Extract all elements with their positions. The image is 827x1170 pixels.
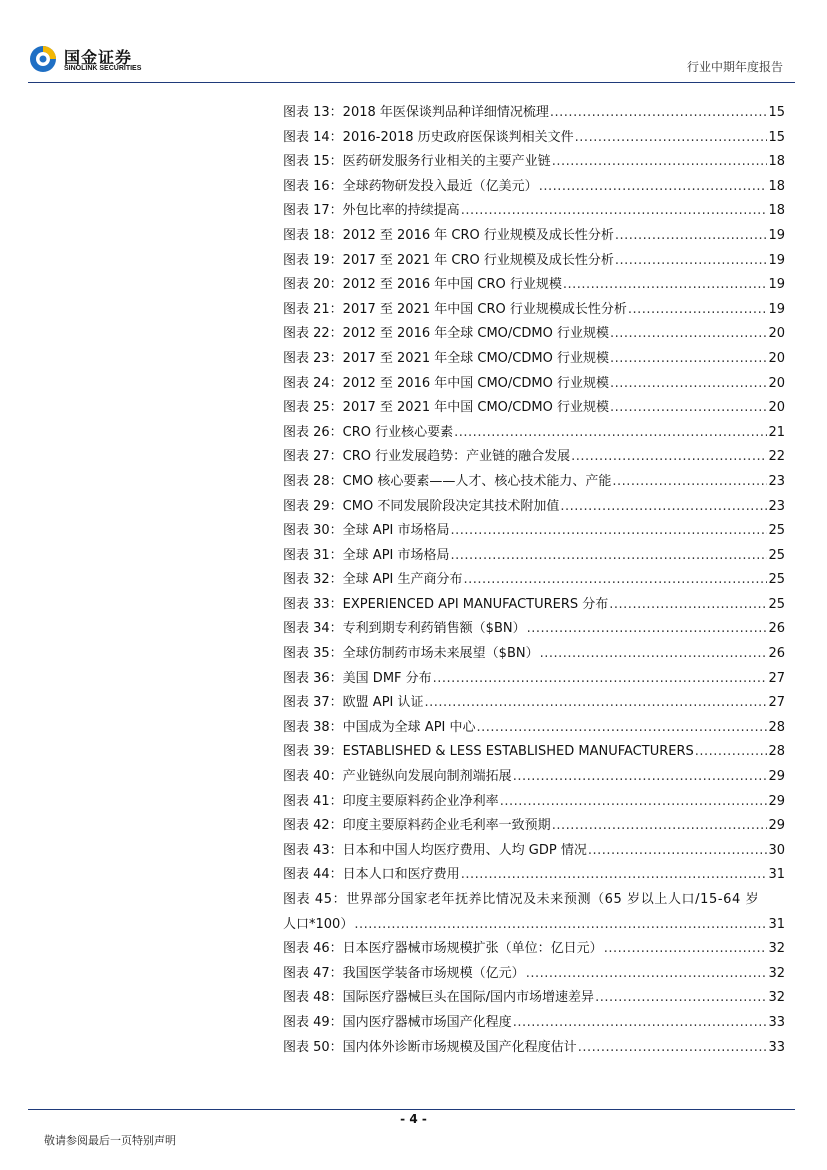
toc-entry[interactable]	[283, 962, 785, 987]
toc-entry[interactable]	[283, 839, 785, 864]
toc-entry-page: 27	[768, 695, 785, 711]
table-of-figures	[283, 101, 785, 1060]
toc-entry-label: 图表 47：我国医学装备市场规模（亿元）	[283, 965, 525, 981]
toc-entry-label: 图表 14：2016-2018 历史政府医保谈判相关文件	[283, 129, 574, 145]
toc-entry-label: 图表 33：EXPERIENCED API MANUFACTURERS 分布	[283, 596, 609, 612]
toc-entry-label: 图表 15：医药研发服务行业相关的主要产业链	[283, 154, 551, 170]
toc-leader-dots	[615, 249, 768, 274]
toc-entry-page: 25	[768, 523, 785, 539]
toc-leader-dots	[527, 617, 768, 642]
toc-leader-dots	[451, 519, 768, 544]
toc-leader-dots	[513, 1011, 768, 1036]
toc-entry[interactable]	[283, 298, 785, 323]
toc-entry-page: 28	[768, 719, 785, 735]
toc-entry-page: 15	[768, 105, 785, 120]
toc-entry-page: 25	[768, 547, 785, 563]
toc-entry-label: 图表 37：欧盟 API 认证	[283, 695, 424, 711]
toc-entry[interactable]	[283, 126, 785, 151]
toc-entry[interactable]	[283, 150, 785, 175]
toc-entry-page: 31	[768, 916, 785, 932]
toc-leader-dots	[610, 347, 768, 372]
toc-leader-dots	[628, 298, 768, 323]
logo-chinese-name: 国金证券	[64, 48, 133, 67]
toc-entry-label: 图表 39：ESTABLISHED & LESS ESTABLISHED MANUFACTURERS	[283, 744, 694, 760]
toc-entry-label: 图表 26：CRO 行业核心要素	[283, 424, 454, 440]
toc-entry-page: 29	[768, 769, 785, 785]
toc-entry[interactable]	[283, 667, 785, 692]
toc-entry-label: 图表 28：CMO 核心要素——人才、核心技术能力、产能	[283, 473, 612, 489]
toc-entry-page: 33	[768, 1039, 785, 1055]
toc-entry-page: 23	[768, 498, 785, 514]
toc-leader-dots	[513, 765, 768, 790]
toc-leader-dots	[461, 863, 768, 888]
toc-leader-dots	[571, 445, 767, 470]
toc-entry[interactable]	[283, 421, 785, 446]
toc-entry[interactable]	[283, 986, 785, 1011]
toc-leader-dots	[588, 839, 768, 864]
toc-entry-label: 图表 23：2017 至 2021 年全球 CMO/CDMO 行业规模	[283, 350, 609, 366]
toc-entry[interactable]	[283, 716, 785, 741]
toc-entry-label: 图表 16：全球药物研发投入最近（亿美元）	[283, 178, 538, 194]
toc-entry-page: 31	[768, 867, 785, 883]
toc-leader-dots	[612, 470, 767, 495]
toc-leader-dots	[433, 667, 768, 692]
toc-leader-dots	[454, 421, 767, 446]
toc-entry-page: 18	[768, 154, 785, 170]
toc-entry-label: 图表 18：2012 至 2016 年 CRO 行业规模及成长性分析	[283, 227, 614, 243]
footer-divider	[28, 1109, 795, 1110]
toc-entry[interactable]	[283, 691, 785, 716]
toc-entry-page: 19	[768, 277, 785, 293]
toc-entry[interactable]	[283, 765, 785, 790]
toc-entry-label: 图表 35：全球仿制药市场未来展望（$BN）	[283, 646, 539, 662]
toc-entry-label: 图表 13：2018 年医保谈判品种详细情况梳理	[283, 105, 549, 120]
toc-entry-page: 25	[768, 596, 785, 612]
toc-leader-dots	[451, 544, 768, 569]
toc-leader-dots	[610, 372, 768, 397]
toc-entry[interactable]	[283, 1011, 785, 1036]
toc-leader-dots	[578, 1036, 768, 1061]
toc-entry-page: 19	[768, 252, 785, 268]
toc-entry[interactable]	[283, 273, 785, 298]
company-logo	[28, 44, 168, 78]
page-header	[0, 0, 827, 82]
toc-leader-dots	[425, 691, 768, 716]
toc-entry[interactable]	[283, 642, 785, 667]
toc-entry-page: 26	[768, 621, 785, 637]
toc-entry-page: 25	[768, 572, 785, 588]
toc-entry-page: 22	[768, 449, 785, 465]
toc-entry[interactable]	[283, 740, 785, 765]
toc-entry-page: 30	[768, 842, 785, 858]
toc-entry-page: 18	[768, 203, 785, 219]
toc-entry[interactable]	[283, 445, 785, 470]
toc-entry[interactable]	[283, 495, 785, 520]
toc-leader-dots	[563, 273, 768, 298]
toc-entry-page: 20	[768, 375, 785, 391]
toc-entry-page: 19	[768, 227, 785, 243]
toc-entry[interactable]	[283, 863, 785, 888]
toc-leader-dots	[461, 199, 768, 224]
toc-entry-page: 23	[768, 473, 785, 489]
toc-entry-label: 图表 38：中国成为全球 API 中心	[283, 719, 476, 735]
toc-entry-page: 33	[768, 1014, 785, 1030]
toc-entry-page: 20	[768, 350, 785, 366]
toc-entry-label: 图表 48：国际医疗器械巨头在国际/国内市场增速差异	[283, 990, 595, 1006]
toc-entry[interactable]	[283, 199, 785, 224]
toc-entry[interactable]	[283, 790, 785, 815]
toc-entry-page: 32	[768, 941, 785, 957]
toc-entry[interactable]	[283, 568, 785, 593]
toc-leader-dots	[610, 396, 768, 421]
toc-entry-label: 图表 49：国内医疗器械市场国产化程度	[283, 1014, 512, 1030]
toc-entry-page: 20	[768, 326, 785, 342]
toc-leader-dots	[695, 740, 768, 765]
toc-entry-label: 图表 19：2017 至 2021 年 CRO 行业规模及成长性分析	[283, 252, 614, 268]
toc-entry-label: 图表 43：日本和中国人均医疗费用、人均 GDP 情况	[283, 842, 587, 858]
toc-entry-label: 图表 27：CRO 行业发展趋势：产业链的融合发展	[283, 449, 571, 465]
toc-leader-dots	[354, 913, 767, 938]
toc-entry-page: 27	[768, 670, 785, 686]
toc-entry-label: 图表 20：2012 至 2016 年中国 CRO 行业规模	[283, 277, 562, 293]
toc-entry-page: 15	[768, 129, 785, 145]
toc-leader-dots	[526, 962, 768, 987]
toc-leader-dots	[610, 322, 768, 347]
toc-leader-dots	[540, 642, 768, 667]
toc-entry[interactable]	[283, 347, 785, 372]
toc-entry-label-line1: 图表 45：世界部分国家老年抚养比情况及未来预测（65 岁以上人口/15-64 岁	[283, 892, 760, 907]
toc-leader-dots	[615, 224, 768, 249]
toc-leader-dots	[477, 716, 768, 741]
toc-entry[interactable]	[283, 372, 785, 397]
toc-entry-page: 19	[768, 301, 785, 317]
toc-leader-dots	[464, 568, 768, 593]
toc-entry-label: 图表 22：2012 至 2016 年全球 CMO/CDMO 行业规模	[283, 326, 609, 342]
toc-entry-page: 32	[768, 965, 785, 981]
toc-leader-dots	[604, 937, 768, 962]
toc-entry-label: 图表 50：国内体外诊断市场规模及国产化程度估计	[283, 1039, 577, 1055]
toc-entry-label: 图表 32：全球 API 生产商分布	[283, 572, 463, 588]
header-divider	[28, 82, 795, 83]
toc-entry-page: 28	[768, 744, 785, 760]
toc-entry[interactable]	[283, 937, 785, 962]
toc-entry-label: 图表 29：CMO 不同发展阶段决定其技术附加值	[283, 498, 560, 514]
toc-entry-label: 图表 40：产业链纵向发展向制剂端拓展	[283, 769, 512, 785]
page-number: - 4 -	[400, 1112, 427, 1126]
toc-entry-label-line2: 人口*100）	[283, 916, 354, 932]
toc-entry-label: 图表 24：2012 至 2016 年中国 CMO/CDMO 行业规模	[283, 375, 609, 391]
toc-entry-page: 18	[768, 178, 785, 194]
toc-entry[interactable]	[283, 396, 785, 421]
toc-leader-dots	[539, 175, 768, 200]
toc-entry-label: 图表 34：专利到期专利药销售额（$BN）	[283, 621, 526, 637]
footer-disclaimer: 敬请参阅最后一页特别声明	[44, 1134, 176, 1147]
toc-entry[interactable]	[283, 1036, 785, 1061]
toc-leader-dots	[500, 790, 768, 815]
logo-english-name: SINOLINK SECURITIES	[64, 65, 142, 72]
toc-entry-label: 图表 42：印度主要原料药企业毛利率一致预期	[283, 818, 551, 834]
toc-leader-dots	[552, 150, 768, 175]
toc-entry-label: 图表 36：美国 DMF 分布	[283, 670, 432, 686]
toc-leader-dots	[595, 986, 767, 1011]
toc-entry[interactable]	[283, 814, 785, 839]
toc-entry[interactable]	[283, 175, 785, 200]
toc-entry-label: 图表 31：全球 API 市场格局	[283, 547, 450, 563]
toc-entry-page: 21	[768, 424, 785, 440]
toc-leader-dots	[560, 495, 767, 520]
toc-leader-dots	[550, 101, 768, 126]
toc-entry[interactable]	[283, 224, 785, 249]
toc-entry-label: 图表 44：日本人口和医疗费用	[283, 867, 460, 883]
toc-entry-page: 32	[768, 990, 785, 1006]
toc-entry-label: 图表 21：2017 至 2021 年中国 CRO 行业规模成长性分析	[283, 301, 627, 317]
toc-entry[interactable]	[283, 519, 785, 544]
toc-entry[interactable]	[283, 470, 785, 495]
toc-entry-page: 26	[768, 646, 785, 662]
toc-entry-label: 图表 30：全球 API 市场格局	[283, 523, 450, 539]
toc-entry[interactable]	[283, 544, 785, 569]
toc-entry-page: 29	[768, 793, 785, 809]
toc-leader-dots	[552, 814, 768, 839]
toc-entry-page: 29	[768, 818, 785, 834]
toc-entry[interactable]	[283, 617, 785, 642]
toc-entry-label: 图表 41：印度主要原料药企业净利率	[283, 793, 499, 809]
toc-leader-dots	[609, 593, 767, 618]
toc-entry[interactable]	[283, 593, 785, 618]
toc-entry-page: 20	[768, 400, 785, 416]
toc-entry-wrapped[interactable]	[283, 888, 785, 937]
report-type-label: 行业中期年度报告	[686, 60, 783, 74]
toc-entry-label: 图表 17：外包比率的持续提高	[283, 203, 460, 219]
toc-entry[interactable]	[283, 249, 785, 274]
toc-entry-label: 图表 25：2017 至 2021 年中国 CMO/CDMO 行业规模	[283, 400, 609, 416]
toc-entry[interactable]	[283, 322, 785, 347]
toc-entry[interactable]	[283, 101, 785, 126]
toc-entry-label: 图表 46：日本医疗器械市场规模扩张（单位：亿日元）	[283, 941, 603, 957]
toc-leader-dots	[575, 126, 768, 151]
sinolink-logo-icon	[28, 44, 58, 74]
